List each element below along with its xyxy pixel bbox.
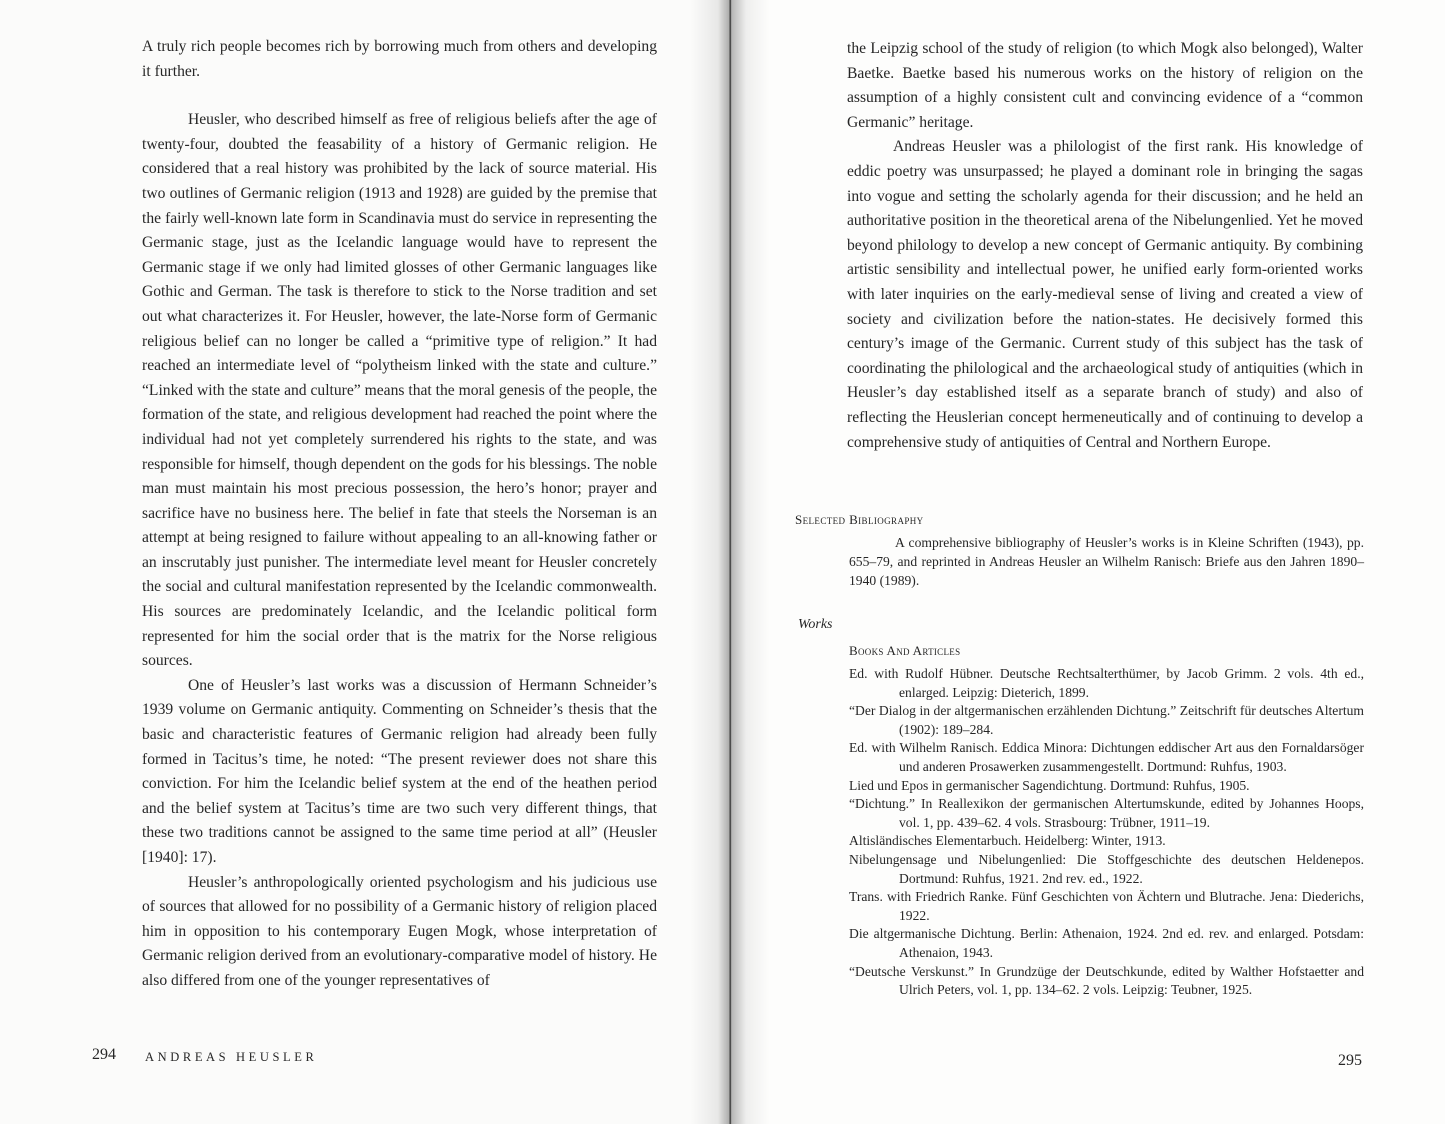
paragraph: Heusler, who described himself as free of religious beliefs after the age of twenty-four, doubted the feasability of a history of Germanic religion. He considered that a real history was prohibited by the lack of source material. His two outlines of Germanic religion (1913 and 1928) are guided by the premise that the fairly well-known late form in Scandinavia must do service in representing the Germanic stage, just as the Icelandic language would have to represent the Germanic stage if we only had limited glosses of other Germanic languages like Gothic and German. The task is therefore to stick to the Norse tradition and set out what characterizes it. For Heusler, however, the late-Norse form of Germanic religious belief can no longer be called a “primitive type of religion.” It had reached an intermediate level of “polytheism linked with the state and culture.” “Linked with the state and culture” means that the moral genesis of the people, the formation of the state, and religious development had reached the point where the individual had not yet completely surrendered his rights to the state, and was responsible for himself, though dependent on the gods for his blessings. The noble man must maintain his most precious possession, the hero’s honor; prayer and sacrifice have no business here. The belief in fate that steels the Norseman is an attempt at being resigned to failure without appealing to an all-knowing father or an inscrutably just punisher. The intermediate level meant for Heusler concretely the social and cultural manifestation represented by the Icelandic commonwealth. His sources are predominately Icelandic, and the Icelandic political form represented for him the social order that is the matrix for the Norse religious sources. [142,111,657,670]
bibliography-heading: Selected Bibliography [795,512,924,527]
bibliography-intro: A comprehensive bibliography of Heusler’s works is in Kleine Schriften (1943), pp. 655–79, and reprinted in Andreas Heusler an Wilhelm Ranisch: Briefe aus den Jahren 1890–1940 (1989). [849,535,1364,588]
bibliography-entry: Ed. with Wilhelm Ranisch. Eddica Minora: Dichtungen eddischer Art aus den Fornaldarsöger und anderen Prosawerken zusammengestellt. Dortmund: Ruhfus, 1903. [849,740,1364,774]
page-number-left: 294 [92,1046,116,1063]
page-number-right: 295 [1338,1052,1362,1069]
paragraph: Heusler’s anthropologically oriented psychologism and his judicious use of sources that allowed for no possibility of a Germanic history of religion placed him in opposition to his contemporary Eugen Mogk, whose interpretation of Germanic religion derived from an evolutionary-comparative model of history. He also differed from one of the younger representatives of [142,873,657,989]
bibliography-entry: Ed. with Rudolf Hübner. Deutsche Rechtsalterthümer, by Jacob Grimm. 2 vols. 4th ed., enlarged. Leipzig: Dieterich, 1899. [849,666,1364,700]
paragraph: One of Heusler’s last works was a discussion of Hermann Schneider’s 1939 volume on Germanic antiquity. Commenting on Schneider’s thesis that the basic and characteristic features of Germanic religion had already been fully formed in Tacitus’s time, he noted: “The present reviewer does not share this conviction. For him the Icelandic belief system at the end of the heathen period and the belief system at Tacitus’s time are two such very different things, that these two traditions cannot be assigned to the same time period at all” (Heusler [1940]: 17). [142,676,657,866]
paragraph: A truly rich people becomes rich by borrowing much from others and developing it further. [142,38,657,80]
bibliography-list [849,665,1364,1000]
bibliography-entry: Lied und Epos in germanischer Sagendichtung. Dortmund: Ruhfus, 1905. [849,777,1250,793]
right-body-text [847,37,1363,455]
right-page [725,0,1445,1124]
works-label: Works [798,617,833,632]
bibliography-entry: Nibelungensage und Nibelungenlied: Die Stoffgeschichte des deutschen Heldenepos. Dortmund: Ruhfus, 1921. 2nd rev. ed., 1922. [849,851,1364,886]
bibliography-entry: Die altgermanische Dichtung. Berlin: Athenaion, 1924. 2nd ed. rev. and enlarged. Potsdam: Athenaion, 1943. [849,926,1364,960]
paragraph: Andreas Heusler was a philologist of the first rank. His knowledge of eddic poetry was unsurpassed; he played a dominant role in bringing the sagas into vogue and setting the scholarly agenda for their discussion; and he held an authoritative position in the theoretical arena of the Nibelungenlied. Yet he moved beyond philology to develop a new concept of Germanic antiquity. By combining artistic sensibility and intellectual power, he unified early form-oriented works with later inquiries on the early-medieval sense of living and created a view of society and civilization before the nation-states. He decisively formed this century’s image of the Germanic. Current study of this subject has the task of coordinating the philological and the archaeological study of antiquities (which in Heusler’s day established itself as a separate branch of study) and also of reflecting the Heuslerian concept hermeneutically and of continuing to develop a comprehensive study of antiquities of Central and Northern Europe. [847,138,1363,451]
bibliography-entry: Altisländisches Elementarbuch. Heidelberg: Winter, 1913. [849,833,1166,849]
left-body-text [142,35,657,994]
paragraph: the Leipzig school of the study of religion (to which Mogk also belonged), Walter Baetke. Baetke based his numerous works on the history of religion on the assumption of a highly consistent cult and convincing evidence of a “common Germanic” heritage. [847,40,1363,131]
bibliography-entry: “Deutsche Verskunst.” In Grundzüge der Deutschkunde, edited by Walther Hofstaetter and Ulrich Peters, vol. 1, pp. 134–62. 2 vols. Leipzig: Teubner, 1925. [849,963,1364,998]
bibliography-entry: “Der Dialog in der altgermanischen erzählenden Dichtung.” Zeitschrift für deutsches Altertum (1902): 189–284. [849,703,1364,737]
bibliography-entry: Trans. with Friedrich Ranke. Fünf Geschichten von Ächtern und Blutrache. Jena: Diederichs, 1922. [849,889,1364,923]
running-head: ANDREAS HEUSLER [145,1050,318,1064]
books-articles-heading: Books And Articles [849,643,961,658]
bibliography-entry: “Dichtung.” In Reallexikon der germanischen Altertumskunde, edited by Johannes Hoops, vol. 1, pp. 439–62. 4 vols. Strasbourg: Trübner, 1911–19. [849,796,1364,830]
